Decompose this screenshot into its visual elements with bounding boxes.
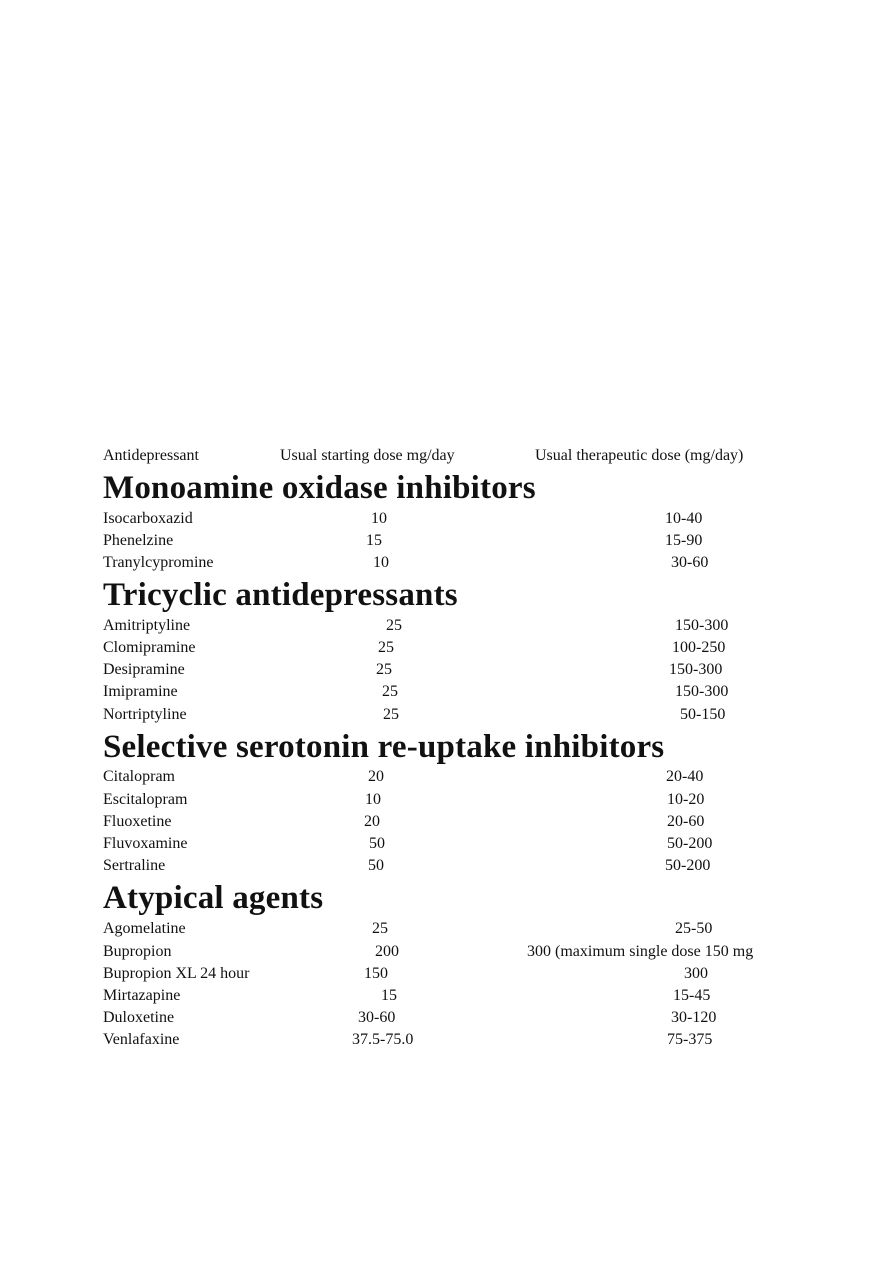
table-row	[0, 1029, 893, 1051]
starting-dose: 25	[382, 683, 398, 700]
therapeutic-dose: 20-60	[667, 813, 705, 830]
therapeutic-dose: 150-300	[675, 617, 729, 634]
therapeutic-dose: 10-40	[665, 510, 703, 527]
drug-name: Nortriptyline	[103, 706, 187, 723]
drug-name: Fluoxetine	[103, 813, 172, 830]
table-row	[0, 637, 893, 659]
table-row	[0, 659, 893, 681]
therapeutic-dose: 50-200	[667, 835, 713, 852]
therapeutic-dose: 15-45	[673, 987, 711, 1004]
therapeutic-dose: 25-50	[675, 920, 713, 937]
table-row	[0, 530, 893, 552]
table-row	[0, 833, 893, 855]
therapeutic-dose: 100-250	[672, 639, 726, 656]
therapeutic-dose: 30-60	[671, 554, 709, 571]
starting-dose: 30-60	[358, 1009, 396, 1026]
starting-dose: 200	[375, 943, 399, 960]
drug-name: Venlafaxine	[103, 1031, 180, 1048]
table-row	[0, 508, 893, 530]
drug-name: Duloxetine	[103, 1009, 175, 1026]
drug-name: Isocarboxazid	[103, 510, 193, 527]
drug-name: Agomelatine	[103, 920, 186, 937]
section-heading-ssri: Selective serotonin re-uptake inhibitors	[103, 729, 665, 765]
starting-dose: 37.5-75.0	[352, 1031, 414, 1048]
drug-name: Tranylcypromine	[103, 554, 214, 571]
section-heading-tricyclic: Tricyclic antidepressants	[103, 577, 458, 613]
table-row	[0, 941, 893, 963]
therapeutic-dose: 150-300	[675, 683, 729, 700]
drug-name: Phenelzine	[103, 532, 174, 549]
starting-dose: 20	[364, 813, 380, 830]
table-row	[0, 552, 893, 574]
starting-dose: 25	[383, 706, 399, 723]
drug-name: Amitriptyline	[103, 617, 191, 634]
therapeutic-dose: 150-300	[669, 661, 723, 678]
drug-name: Bupropion	[103, 943, 172, 960]
header-antidepressant: Antidepressant	[103, 447, 199, 464]
drug-name: Desipramine	[103, 661, 185, 678]
starting-dose: 10	[373, 554, 389, 571]
drug-name: Sertraline	[103, 857, 166, 874]
drug-name: Clomipramine	[103, 639, 196, 656]
therapeutic-dose: 50-150	[680, 706, 726, 723]
therapeutic-dose: 50-200	[665, 857, 711, 874]
drug-name: Imipramine	[103, 683, 178, 700]
starting-dose: 10	[365, 791, 381, 808]
starting-dose: 25	[386, 617, 402, 634]
table-row	[0, 811, 893, 833]
drug-name: Fluvoxamine	[103, 835, 188, 852]
therapeutic-dose: 300	[684, 965, 708, 982]
starting-dose: 150	[364, 965, 388, 982]
drug-name: Escitalopram	[103, 791, 188, 808]
starting-dose: 25	[376, 661, 392, 678]
starting-dose: 15	[366, 532, 382, 549]
table-row	[0, 918, 893, 940]
starting-dose: 25	[372, 920, 388, 937]
section-heading-maoi: Monoamine oxidase inhibitors	[103, 470, 536, 506]
starting-dose: 20	[368, 768, 384, 785]
therapeutic-dose: 300 (maximum single dose 150 mg	[527, 943, 754, 960]
table-row	[0, 963, 893, 985]
drug-name: Citalopram	[103, 768, 175, 785]
section-heading-atypical: Atypical agents	[103, 880, 324, 916]
starting-dose: 15	[381, 987, 397, 1004]
table-row	[0, 615, 893, 637]
table-row	[0, 985, 893, 1007]
therapeutic-dose: 20-40	[666, 768, 704, 785]
drug-name: Bupropion XL 24 hour	[103, 965, 250, 982]
table-row	[0, 681, 893, 703]
table-header-row	[0, 445, 893, 467]
table-row	[0, 789, 893, 811]
starting-dose: 25	[378, 639, 394, 656]
header-therapeutic-dose: Usual therapeutic dose (mg/day)	[535, 447, 744, 464]
table-row	[0, 766, 893, 788]
table-row	[0, 704, 893, 726]
table-row	[0, 855, 893, 877]
starting-dose: 10	[371, 510, 387, 527]
therapeutic-dose: 15-90	[665, 532, 703, 549]
therapeutic-dose: 75-375	[667, 1031, 713, 1048]
drug-name: Mirtazapine	[103, 987, 181, 1004]
starting-dose: 50	[368, 857, 384, 874]
therapeutic-dose: 10-20	[667, 791, 705, 808]
starting-dose: 50	[369, 835, 385, 852]
table-row	[0, 1007, 893, 1029]
therapeutic-dose: 30-120	[671, 1009, 717, 1026]
header-starting-dose: Usual starting dose mg/day	[280, 447, 455, 464]
